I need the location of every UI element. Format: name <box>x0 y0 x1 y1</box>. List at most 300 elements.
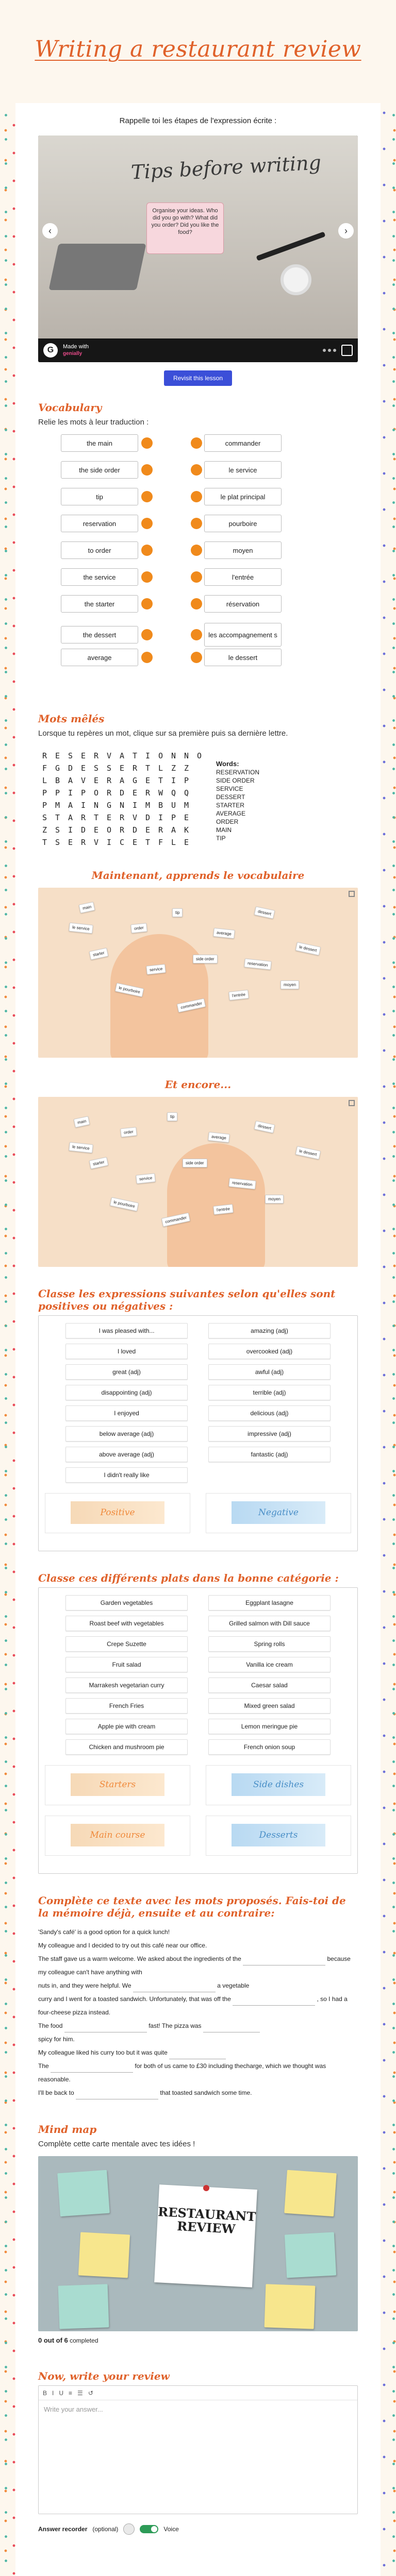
dish-chip[interactable]: Grilled salmon with Dill sauce <box>208 1616 331 1631</box>
positive-negative-title: Classe les expressions suivantes selon qu'elles sont positives ou négatives : <box>38 1287 336 1312</box>
wordsearch-letter[interactable]: E <box>68 838 73 847</box>
wordsearch-letter[interactable]: A <box>68 801 73 810</box>
wordsearch-letter[interactable]: P <box>184 776 189 785</box>
fullscreen-icon[interactable] <box>341 345 353 356</box>
wordsearch-letter[interactable]: R <box>106 776 112 785</box>
pen-image <box>256 231 326 261</box>
mind-map-title: Mind map <box>38 2123 97 2136</box>
wordsearch-letter[interactable]: E <box>184 813 189 822</box>
slide-prev-arrow-icon[interactable]: ‹ <box>42 223 58 239</box>
match-connector-right[interactable] <box>191 571 202 583</box>
slide-dots[interactable] <box>323 349 336 352</box>
match-connector-left[interactable] <box>141 571 153 583</box>
wordsearch-letter[interactable]: R <box>132 764 138 773</box>
wordsearch-letter[interactable]: D <box>68 764 73 773</box>
slideshow-bar <box>38 338 358 362</box>
wordsearch-letter[interactable]: V <box>93 838 99 847</box>
expression-chip[interactable]: awful (adj) <box>208 1364 331 1380</box>
match-connector-left[interactable] <box>141 491 153 502</box>
match-left-item[interactable]: tip <box>61 488 138 505</box>
wordsearch-letter[interactable]: V <box>132 813 138 822</box>
wordsearch-letter[interactable]: I <box>68 788 73 798</box>
match-left-item[interactable]: the starter <box>61 595 138 613</box>
memory-activity-2[interactable] <box>38 1097 358 1267</box>
memory-card[interactable]: l'entrée <box>228 990 249 1001</box>
fill-text-segment: for both of us came to £30 including the <box>135 2062 243 2070</box>
expression-chip[interactable]: I was pleased with... <box>65 1323 188 1338</box>
dish-chip[interactable]: Eggplant lasagne <box>208 1595 331 1611</box>
brand-name: genially <box>63 351 82 357</box>
memory-card[interactable]: side order <box>183 1159 207 1167</box>
wordsearch-letter[interactable]: Z <box>184 764 189 773</box>
menu-bin[interactable] <box>45 1816 190 1856</box>
menu-sort-title: Classe ces différents plats dans la bonne catégorie : <box>38 1572 339 1584</box>
wordsearch-letter[interactable]: O <box>93 788 99 798</box>
menu-bin[interactable] <box>45 1765 190 1805</box>
fill-text-line <box>38 1939 358 1952</box>
wordsearch-letter[interactable]: D <box>119 788 125 798</box>
fill-text-segment: The staff gave us a warm welcome. We asked about the ingredients of the <box>38 1955 241 1962</box>
dish-chips <box>45 1595 351 1755</box>
wordsearch-letter[interactable]: G <box>106 801 112 810</box>
dish-chip[interactable]: Marrakesh vegetarian curry <box>65 1677 188 1693</box>
wordsearch-letter[interactable]: S <box>42 813 47 822</box>
wordsearch-letter[interactable]: N <box>184 751 189 760</box>
match-connector-left[interactable] <box>141 518 153 529</box>
match-right-item[interactable]: pourboire <box>204 515 282 532</box>
expression-chip[interactable]: below average (adj) <box>65 1426 188 1442</box>
match-right-item[interactable]: l'entrée <box>204 568 282 586</box>
wordsearch-letter[interactable]: F <box>42 764 47 773</box>
wordsearch-letter[interactable]: F <box>158 838 163 847</box>
memory-card[interactable]: main <box>79 902 95 913</box>
wordsearch-letter[interactable]: E <box>184 838 189 847</box>
memory-card[interactable]: order <box>130 923 147 933</box>
expression-chips <box>45 1323 351 1483</box>
wordsearch-letter[interactable]: I <box>158 813 163 822</box>
memory-card[interactable]: le service <box>69 1142 93 1154</box>
wordsearch-letter[interactable]: A <box>68 776 73 785</box>
memory-card[interactable]: le pourboire <box>115 983 144 997</box>
hand-image <box>167 1143 265 1267</box>
slideshow[interactable] <box>38 135 358 362</box>
dish-chip[interactable]: French onion soup <box>208 1739 331 1755</box>
wordsearch-letter[interactable]: Q <box>171 788 176 798</box>
progress-label: completed <box>70 2337 98 2344</box>
wordsearch-letter[interactable]: I <box>106 838 112 847</box>
start-button[interactable]: Revisit this lesson <box>164 370 232 386</box>
wordsearch-letter[interactable]: R <box>42 751 47 760</box>
expression-chip[interactable]: delicious (adj) <box>208 1405 331 1421</box>
toolbar-button[interactable]: ≡ <box>69 2389 73 2397</box>
slide-image <box>38 135 358 338</box>
dish-chip[interactable]: Fruit salad <box>65 1657 188 1672</box>
expression-chip[interactable]: impressive (adj) <box>208 1426 331 1442</box>
fill-blank-input[interactable] <box>169 2052 226 2059</box>
wordsearch-letter[interactable]: S <box>55 825 60 835</box>
wordsearch-letter[interactable]: E <box>119 764 125 773</box>
toolbar-button[interactable]: ☰ <box>77 2389 83 2397</box>
wordsearch-letter[interactable]: I <box>132 801 138 810</box>
bin-negative[interactable] <box>206 1493 351 1533</box>
match-connector-right[interactable] <box>191 598 202 609</box>
match-left-item[interactable]: reservation <box>61 515 138 532</box>
wordsearch-letter[interactable]: C <box>119 838 125 847</box>
positive-negative-activity <box>38 1315 358 1551</box>
mind-map-subtitle: Complète cette carte mentale avec tes idées ! <box>38 2140 195 2148</box>
wordsearch-letter[interactable]: L <box>42 776 47 785</box>
voice-label: Voice <box>163 2526 179 2533</box>
progress-indicator <box>38 2331 358 2349</box>
memory-card[interactable]: l'entrée <box>213 1204 234 1215</box>
memory-card[interactable]: le dessert <box>295 1146 321 1159</box>
memory-section-1 <box>15 854 381 1063</box>
memory-card[interactable]: moyen <box>280 980 299 989</box>
wordsearch-letter[interactable]: S <box>68 751 73 760</box>
wordsearch-letter[interactable]: T <box>158 776 163 785</box>
fill-text-segment: My colleague and I decided to try out this café near our office. <box>38 1942 207 1949</box>
wordsearch-letter[interactable]: D <box>132 825 138 835</box>
dish-chip[interactable]: Lemon meringue pie <box>208 1719 331 1734</box>
wordsearch-letter[interactable]: R <box>158 825 163 835</box>
wordsearch-word: AVERAGE <box>216 810 246 817</box>
wordsearch-letter[interactable]: A <box>171 825 176 835</box>
expression-chip[interactable]: I loved <box>65 1344 188 1359</box>
match-left-item[interactable]: the service <box>61 568 138 586</box>
wordsearch-letter[interactable]: E <box>132 838 138 847</box>
match-connector-left[interactable] <box>141 598 153 609</box>
wordsearch-letter[interactable]: I <box>171 776 176 785</box>
memory-card[interactable]: dessert <box>254 906 275 919</box>
bin-positive[interactable] <box>45 1493 190 1533</box>
wordsearch-word: ORDER <box>216 818 239 825</box>
toolbar-button[interactable]: I <box>52 2389 54 2397</box>
wordsearch-letter[interactable]: T <box>145 764 151 773</box>
wordsearch-letter[interactable]: E <box>80 764 86 773</box>
fill-blank-input[interactable] <box>76 2092 158 2099</box>
wordsearch-row <box>38 799 206 811</box>
positive-negative-section <box>15 1272 381 1556</box>
match-connector-left[interactable] <box>141 652 153 663</box>
fill-text-line <box>38 2046 358 2059</box>
wordsearch-letter[interactable]: T <box>132 751 138 760</box>
fill-blank-input[interactable] <box>64 2025 147 2032</box>
hand-image <box>110 934 208 1058</box>
wordsearch-word: SERVICE <box>216 785 243 792</box>
fill-text-line <box>38 2019 358 2032</box>
expression-chip[interactable]: amazing (adj) <box>208 1323 331 1338</box>
page <box>15 0 381 2576</box>
dish-chip[interactable]: Spring rolls <box>208 1636 331 1652</box>
review-textarea[interactable] <box>38 2385 358 2514</box>
fill-text-segment: My colleague liked his curry too but it was quite <box>38 2049 168 2056</box>
wordsearch-letter[interactable]: D <box>80 825 86 835</box>
fill-text-line <box>38 1992 358 2019</box>
wordsearch-letter[interactable]: T <box>145 838 151 847</box>
fill-text-segment: , so I had a four-cheese pizza instead. <box>38 1995 348 2016</box>
memory-card[interactable]: side order <box>193 955 218 963</box>
wordsearch-letter[interactable]: N <box>93 801 99 810</box>
wordsearch-letter[interactable]: S <box>93 764 99 773</box>
dish-chip[interactable]: Vanilla ice cream <box>208 1657 331 1672</box>
dish-chip[interactable]: Crepe Suzette <box>65 1636 188 1652</box>
memory-card[interactable]: order <box>120 1127 137 1137</box>
match-right-item[interactable]: les accompagnement s <box>204 623 282 647</box>
match-right-item[interactable]: commander <box>204 434 282 452</box>
fill-text-segment: because my colleague can't have anything with <box>38 1955 351 1976</box>
expression-chip[interactable]: I didn't really like <box>65 1467 188 1483</box>
toolbar-button[interactable]: B <box>43 2389 47 2397</box>
wordsearch-letter[interactable]: R <box>80 838 86 847</box>
wordsearch-letter[interactable]: A <box>68 813 73 822</box>
wordsearch-letter[interactable]: N <box>119 801 125 810</box>
spacer <box>208 1467 351 1483</box>
expression-chip[interactable]: I enjoyed <box>65 1405 188 1421</box>
wordsearch-letter[interactable]: B <box>55 776 60 785</box>
wordsearch-letter[interactable]: E <box>132 788 138 798</box>
fill-blank-input[interactable] <box>51 2065 133 2073</box>
brand-logo-icon[interactable]: G <box>43 343 58 358</box>
wordsearch-letter[interactable]: L <box>158 764 163 773</box>
writing-section <box>15 2354 381 2549</box>
memory-card[interactable]: moyen <box>265 1195 284 1204</box>
wordsearch-letter[interactable]: S <box>106 764 112 773</box>
memory-card[interactable]: le pourboire <box>110 1197 139 1212</box>
match-connector-right[interactable] <box>191 652 202 663</box>
laptop-image <box>48 244 146 290</box>
note-card[interactable] <box>58 2284 109 2329</box>
wordsearch-letter[interactable]: W <box>158 788 163 798</box>
wordsearch-activity <box>38 745 358 849</box>
memory-card[interactable]: reservation <box>228 1178 256 1189</box>
dish-chip[interactable]: Mixed green salad <box>208 1698 331 1714</box>
expand-icon[interactable] <box>349 891 355 897</box>
bin-negative-label: Negative <box>232 1501 325 1524</box>
cup-image <box>280 264 311 295</box>
memory-card[interactable]: service <box>146 964 166 975</box>
fill-blank-input[interactable] <box>203 2025 260 2032</box>
fill-text-segment: that toasted sandwich some time. <box>160 2089 252 2096</box>
wordsearch-letter[interactable]: G <box>132 776 138 785</box>
memory-card[interactable]: reservation <box>244 958 271 970</box>
wordsearch-letter[interactable]: R <box>106 788 112 798</box>
dish-chip[interactable]: French Fries <box>65 1698 188 1714</box>
recorder-optional: (optional) <box>92 2526 119 2533</box>
note-card[interactable] <box>285 2232 336 2278</box>
match-connector-right[interactable] <box>191 518 202 529</box>
match-connector-left[interactable] <box>141 545 153 556</box>
wordsearch-letter[interactable]: O <box>196 751 202 760</box>
wordsearch-letter[interactable]: O <box>106 825 112 835</box>
wordsearch-grid[interactable] <box>38 750 206 849</box>
match-connector-right[interactable] <box>191 545 202 556</box>
expression-chip[interactable]: fantastic (adj) <box>208 1447 331 1462</box>
wordsearch-letter[interactable]: L <box>171 838 176 847</box>
wordsearch-letter[interactable]: M <box>55 801 60 810</box>
wordsearch-letter[interactable]: Q <box>184 788 189 798</box>
wordsearch-letter[interactable]: D <box>145 813 151 822</box>
wordsearch-letter[interactable]: T <box>55 813 60 822</box>
wordsearch-letter[interactable]: P <box>80 788 86 798</box>
wordsearch-letter[interactable]: E <box>145 776 151 785</box>
menu-bin[interactable] <box>206 1765 351 1805</box>
match-connector-left[interactable] <box>141 629 153 640</box>
wordsearch-letter[interactable]: M <box>184 801 189 810</box>
match-left-item[interactable]: the side order <box>61 461 138 479</box>
note-card[interactable] <box>57 2170 110 2216</box>
dish-chip[interactable]: Garden vegetables <box>65 1595 188 1611</box>
wordsearch-letter[interactable]: E <box>106 813 112 822</box>
match-left-item[interactable]: average <box>61 649 138 666</box>
match-connector-left[interactable] <box>141 464 153 476</box>
match-connector-right[interactable] <box>191 629 202 640</box>
memory-card[interactable]: starter <box>89 1157 108 1170</box>
fill-blank-input[interactable] <box>243 1958 325 1965</box>
fill-text-line <box>38 2086 358 2099</box>
match-connector-right[interactable] <box>191 491 202 502</box>
memory-card[interactable]: dessert <box>254 1121 275 1133</box>
wordsearch-word: DESSERT <box>216 793 245 801</box>
wordsearch-letter[interactable]: P <box>171 813 176 822</box>
wordsearch-letter[interactable]: Z <box>171 764 176 773</box>
memory-title-2: Et encore... <box>164 1078 232 1091</box>
fill-text-line <box>38 1925 358 1939</box>
wordsearch-letter[interactable]: T <box>42 838 47 847</box>
wordsearch-word: MAIN <box>216 826 232 834</box>
match-right-item[interactable]: réservation <box>204 595 282 613</box>
wordsearch-letter[interactable]: P <box>42 788 47 798</box>
note-card[interactable] <box>284 2170 337 2216</box>
wordsearch-letter[interactable]: I <box>80 801 86 810</box>
memory-card[interactable]: service <box>136 1173 156 1184</box>
expression-chip[interactable]: disappointing (adj) <box>65 1385 188 1400</box>
wordsearch-letter[interactable]: G <box>55 764 60 773</box>
memory-card[interactable]: starter <box>89 948 108 960</box>
note-card[interactable] <box>78 2232 130 2278</box>
wordsearch-letter[interactable]: E <box>93 776 99 785</box>
dish-chip[interactable]: Chicken and mushroom pie <box>65 1739 188 1755</box>
note-card[interactable] <box>265 2284 316 2329</box>
voice-toggle[interactable] <box>140 2525 158 2533</box>
slide-next-arrow-icon[interactable]: › <box>338 223 354 239</box>
memory-card[interactable]: average <box>213 928 235 939</box>
toolbar-button[interactable]: ↺ <box>88 2389 93 2397</box>
mind-map-section <box>15 2108 381 2354</box>
vocabulary-title: Vocabulary <box>38 401 102 414</box>
match-connector-right[interactable] <box>191 464 202 476</box>
wordsearch-letter[interactable]: A <box>119 776 125 785</box>
wordsearch-letter[interactable]: R <box>145 788 151 798</box>
match-left-item[interactable]: to order <box>61 541 138 559</box>
wordsearch-letter[interactable]: T <box>93 813 99 822</box>
wordsearch-letter[interactable]: R <box>80 813 86 822</box>
expand-icon[interactable] <box>349 1100 355 1106</box>
match-connector-left[interactable] <box>141 437 153 449</box>
wordsearch-letter[interactable]: P <box>55 788 60 798</box>
wordsearch-letter[interactable]: R <box>93 751 99 760</box>
wordsearch-letter[interactable]: V <box>106 751 112 760</box>
wordsearch-letter[interactable]: R <box>119 813 125 822</box>
fill-text-segment: curry and I went for a toasted sandwich. Unfortunately, that was off the <box>38 1995 231 2003</box>
wordsearch-letter[interactable]: Z <box>42 825 47 835</box>
memory-card[interactable]: tip <box>167 1112 177 1121</box>
match-connector-right[interactable] <box>191 437 202 449</box>
wordsearch-letter[interactable]: E <box>55 751 60 760</box>
fill-blank-input[interactable] <box>133 1985 216 1992</box>
expression-chip[interactable]: great (adj) <box>65 1364 188 1380</box>
match-right-item[interactable]: le service <box>204 461 282 479</box>
wordsearch-letter[interactable]: R <box>119 825 125 835</box>
wordsearch-letter[interactable]: K <box>184 825 189 835</box>
wordsearch-letter[interactable]: E <box>80 751 86 760</box>
expression-chip[interactable]: above average (adj) <box>65 1447 188 1462</box>
pin-icon <box>203 2185 209 2191</box>
wordsearch-letter[interactable]: A <box>119 751 125 760</box>
wordsearch-letter[interactable]: S <box>55 838 60 847</box>
memory-card[interactable]: average <box>208 1132 229 1143</box>
wordsearch-letter[interactable]: E <box>145 825 151 835</box>
fill-text-line <box>38 1979 358 1992</box>
matching-activity <box>38 434 358 692</box>
memory-card[interactable]: commander <box>177 998 206 1013</box>
match-right-item[interactable]: le plat principal <box>204 488 282 505</box>
expression-chip[interactable]: overcooked (adj) <box>208 1344 331 1359</box>
match-right-item[interactable]: le dessert <box>204 649 282 666</box>
match-right-item[interactable]: moyen <box>204 541 282 559</box>
fill-text-segment: fast! The pizza was <box>148 2022 202 2029</box>
menu-bin[interactable] <box>206 1816 351 1856</box>
match-left-item[interactable]: the main <box>61 434 138 452</box>
dish-chip[interactable]: Apple pie with cream <box>65 1719 188 1734</box>
dish-chip[interactable]: Roast beef with vegetables <box>65 1616 188 1631</box>
wordsearch-letter[interactable]: I <box>68 825 73 835</box>
microphone-icon[interactable] <box>123 2523 135 2535</box>
memory-card[interactable]: le dessert <box>295 942 321 955</box>
fill-text-segment: The <box>38 2062 49 2070</box>
fill-blank-input[interactable] <box>233 1998 315 2006</box>
brand-label <box>63 344 89 357</box>
positive-negative-bins <box>45 1483 351 1544</box>
wordsearch-letter[interactable]: P <box>42 801 47 810</box>
wordsearch-letter[interactable]: B <box>158 801 163 810</box>
memory-card[interactable]: le service <box>69 923 93 934</box>
wordsearch-letter[interactable]: M <box>145 801 151 810</box>
memory-card[interactable]: tip <box>172 908 183 917</box>
vocabulary-section <box>15 386 381 697</box>
dish-chip[interactable]: Caesar salad <box>208 1677 331 1693</box>
wordsearch-word: RESERVATION <box>216 769 260 776</box>
wordsearch-letter[interactable]: I <box>145 751 151 760</box>
slide-script-text: Tips before writing <box>130 151 322 184</box>
progress-count: 0 out of 6 <box>38 2336 68 2344</box>
wordsearch-letter[interactable]: E <box>93 825 99 835</box>
memory-card[interactable]: main <box>74 1116 90 1128</box>
memory-activity-1[interactable] <box>38 888 358 1058</box>
wordsearch-letter[interactable]: N <box>171 751 176 760</box>
wordsearch-letter[interactable]: O <box>158 751 163 760</box>
wordsearch-letter[interactable]: U <box>171 801 176 810</box>
expression-chip[interactable]: terrible (adj) <box>208 1385 331 1400</box>
wordsearch-letter[interactable]: V <box>80 776 86 785</box>
menu-bin-label: Starters <box>71 1773 164 1796</box>
memory-card[interactable]: commander <box>161 1213 191 1227</box>
fill-text-line <box>38 1952 358 1979</box>
toolbar-button[interactable]: U <box>59 2389 64 2397</box>
match-left-item[interactable]: the dessert <box>61 626 138 643</box>
wordsearch-word-list <box>216 768 259 842</box>
writing-title: Now, write your review <box>38 2370 170 2382</box>
menu-bin-label: Desserts <box>232 1824 325 1846</box>
